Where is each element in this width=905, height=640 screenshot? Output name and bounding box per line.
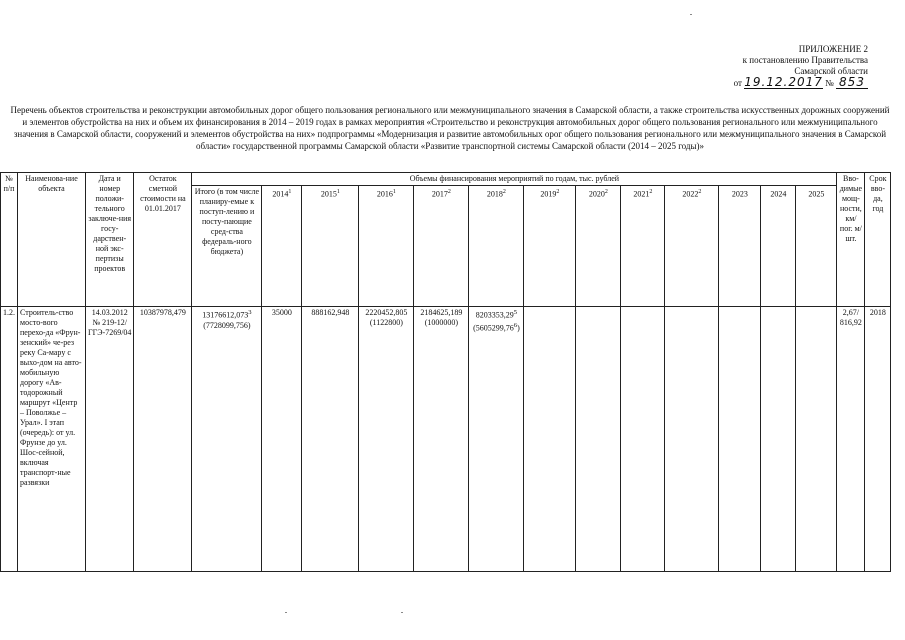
appendix-number-label: № bbox=[825, 78, 834, 88]
appendix-date: 19.12.2017 bbox=[744, 75, 823, 89]
scan-speck bbox=[690, 14, 692, 15]
cell-remainder: 10387978,479 bbox=[134, 307, 192, 572]
cell-2021 bbox=[621, 307, 665, 572]
header-year: 2018$^2$ bbox=[469, 186, 524, 307]
header-year: 2019$^2$ bbox=[524, 186, 576, 307]
header-num: № п/п bbox=[1, 173, 18, 307]
header-year: 2022$^2$ bbox=[665, 186, 719, 307]
appendix-from-label: от bbox=[733, 78, 742, 88]
header-year: 2024 bbox=[761, 186, 796, 307]
header-year: 2014$^1$ bbox=[262, 186, 302, 307]
appendix-signature-line bbox=[678, 77, 868, 89]
header-year: 2015$^1$ bbox=[302, 186, 359, 307]
header-year: 2017$^2$ bbox=[414, 186, 469, 307]
cell-2024 bbox=[761, 307, 796, 572]
scan-speck bbox=[401, 612, 403, 613]
cell-num: 1.2. bbox=[1, 307, 18, 572]
header-term: Срок вво-да, год bbox=[865, 173, 891, 307]
cell-2025 bbox=[796, 307, 837, 572]
cell-total: 13176612,073$^3$ (7728099,756) bbox=[192, 307, 262, 572]
cell-2015: 888162,948 bbox=[302, 307, 359, 572]
cell-2022 bbox=[665, 307, 719, 572]
header-year: 2025 bbox=[796, 186, 837, 307]
appendix-number: 853 bbox=[836, 77, 868, 89]
appendix-region: Самарской области bbox=[794, 66, 868, 76]
cell-term: 2018 bbox=[865, 307, 891, 572]
cell-date-doc: 14.03.2012 № 219-12/ГГЭ-7269/04 bbox=[86, 307, 134, 572]
finance-table bbox=[0, 172, 891, 572]
header-capacity: Вво-димые мощ-ности, км/ пог. м/шт. bbox=[837, 173, 865, 307]
cell-capacity: 2,67/ 816,92 bbox=[837, 307, 865, 572]
header-year: 2021$^2$ bbox=[621, 186, 665, 307]
cell-2016: 2220452,805 (1122800) bbox=[359, 307, 414, 572]
header-remainder: Остаток сметной стоимости на 01.01.2017 bbox=[134, 173, 192, 307]
cell-name: Строитель-ство мосто-вого перехо-да «Фрун-зенский» че-рез реку Са-мару с выхо-дом на авто-мобильную дорогу «Ав-тодорожный маршрут «Центр – Поволжье – Урал». I этап (очередь): от ул. Фрунзе до ул. Шос-сейной, включая транспорт-ные развязки bbox=[18, 307, 86, 572]
cell-2019 bbox=[524, 307, 576, 572]
header-year: 2020$^2$ bbox=[576, 186, 621, 307]
header-total: Итого (в том числе планиру-емые к поступ-лению и посту-пающие сред-ства федераль-ного бюджета) bbox=[192, 186, 262, 307]
header-date-doc: Дата и номер положи-тельного заключе-ния госу-дарствен-ной экс-пертизы проектов bbox=[86, 173, 134, 307]
header-volumes: Объемы финансирования мероприятий по годам, тыс. рублей bbox=[192, 173, 837, 186]
cell-2014: 35000 bbox=[262, 307, 302, 572]
scan-speck bbox=[285, 612, 287, 613]
cell-2020 bbox=[576, 307, 621, 572]
header-name: Наименова-ние объекта bbox=[18, 173, 86, 307]
cell-2023 bbox=[719, 307, 761, 572]
appendix-subtitle: к постановлению Правительства bbox=[742, 55, 868, 65]
table-row bbox=[1, 307, 891, 572]
cell-2018: 8203353,29$^5$ (5605299,76$^6$) bbox=[469, 307, 524, 572]
appendix-title: ПРИЛОЖЕНИЕ 2 bbox=[798, 44, 868, 54]
cell-2017: 2184625,189 (1000000) bbox=[414, 307, 469, 572]
header-year: 2023 bbox=[719, 186, 761, 307]
document-title: Перечень объектов строительства и реконструкции автомобильных дорог общего пользования регионального или межмуниципального значения в Самарской области, а также строительства искусственных дорожных сооружений и элементов обустройства на них и объем их финансирования в 2014 – 2019 годах в рамках мероприятия «Строительство и реконструкция автомобильных дорог общего пользования регионального или межмуниципального значения в Самарской области, сооружений и элементов обустройства на них» подпрограммы «Модернизация и развитие автомобильных орог общего пользования регионального или межмуниципального значения в Самарской области» государственной программы Самарской области «Развитие транспортной системы Самарской области (2014 – 2025 годы)» bbox=[10, 105, 890, 151]
header-year: 2016$^1$ bbox=[359, 186, 414, 307]
appendix-block bbox=[678, 44, 868, 89]
